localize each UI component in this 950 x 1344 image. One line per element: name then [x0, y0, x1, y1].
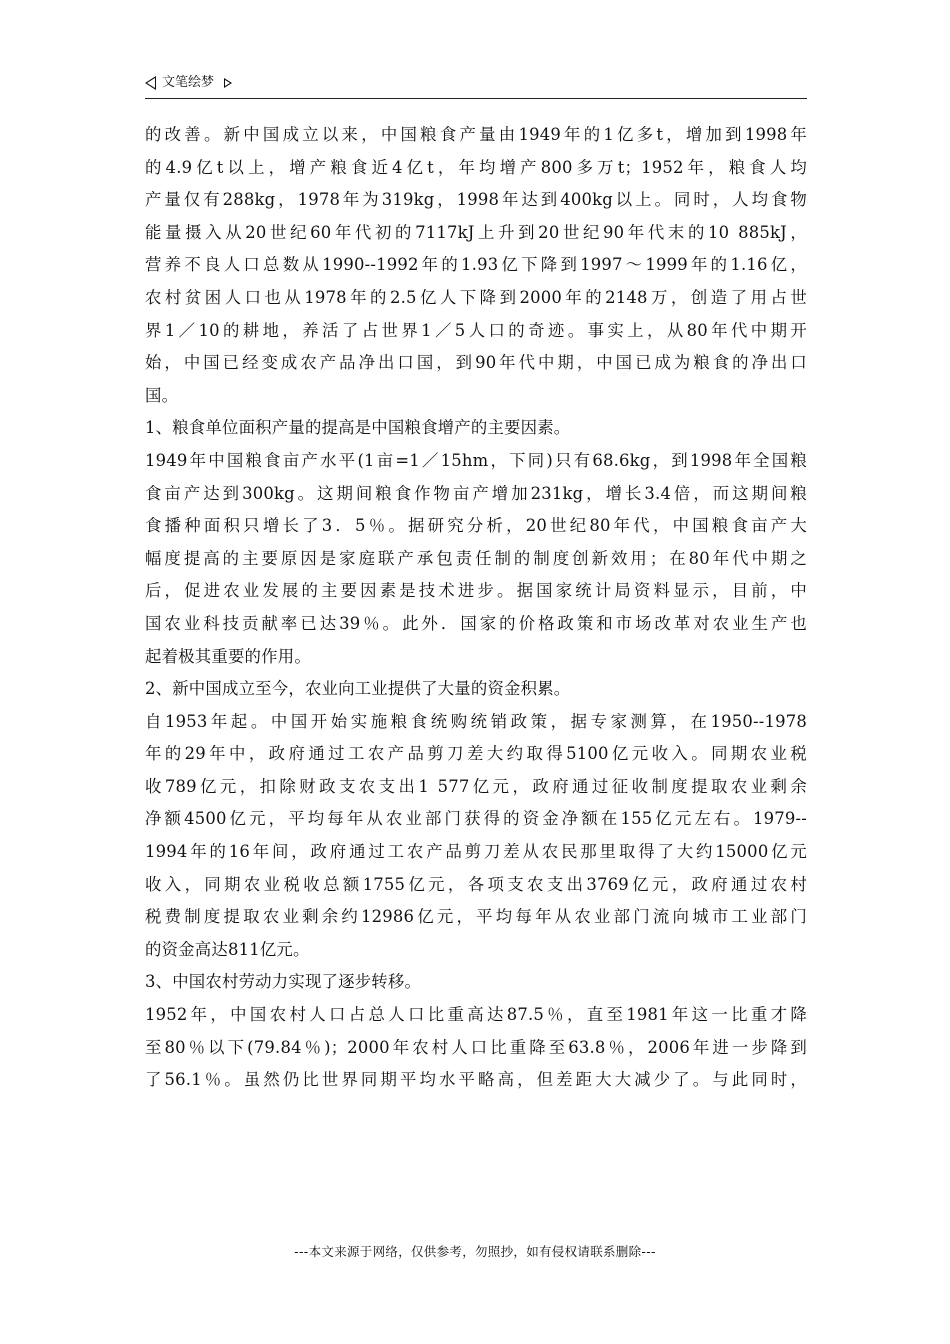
header-title: 文笔绘梦	[162, 75, 215, 90]
text-line: 税费制度提取农业剩余约12986亿元，平均每年从农业部门流向城市工业部门	[145, 907, 807, 927]
text-line: 1952年，中国农村人口占总人口比重高达87.5％，直至1981年这一比重才降	[145, 1005, 807, 1025]
text-line: 的4.9亿t以上，增产粮食近4亿t，年均增产800多万t；1952年，粮食人均	[145, 157, 807, 177]
text-line: 2、新中国成立至今，农业向工业提供了大量的资金积累。	[145, 679, 571, 699]
text-line: 1、粮食单位面积产量的提高是中国粮食增产的主要因素。	[145, 418, 571, 438]
header-inner	[145, 74, 807, 92]
text-line: 1949年中国粮食亩产水平(1亩=1／15hm，下同)只有68.6kg，到1998年全国粮	[145, 450, 807, 470]
right-triangle-icon	[224, 78, 232, 88]
text-line: 自1953年起。中国开始实施粮食统购统销政策，据专家测算，在1950--1978	[145, 711, 807, 731]
document-body	[145, 119, 807, 1097]
text-line: 净额4500亿元，平均每年从农业部门获得的资金净额在155亿元左右。1979--	[145, 809, 807, 829]
text-line: 了56.1％。虽然仍比世界同期平均水平略高，但差距大大减少了。与此同时，	[145, 1070, 807, 1090]
text-line: 起着极其重要的作用。	[145, 646, 311, 666]
text-line: 年的29年中，政府通过工农产品剪刀差大约取得5100亿元收入。同期农业税	[145, 744, 807, 764]
text-line: 食亩产达到300kg。这期间粮食作物亩产增加231kg，增长3.4倍，而这期间粮	[145, 483, 807, 503]
text-line: 的资金高达811亿元。	[145, 939, 310, 959]
text-line: 农村贫困人口也从1978年的2.5亿人下降到2000年的2148万，创造了用占世	[145, 287, 807, 307]
text-line: 国。	[145, 385, 179, 405]
text-line: 的改善。新中国成立以来，中国粮食产量由1949年的1亿多t，增加到1998年	[145, 125, 807, 144]
text-line: 收789亿元，扣除财政支农支出1 577亿元，政府通过征收制度提取农业剩余	[145, 776, 807, 796]
text-line: 1994年的16年间，政府通过工农产品剪刀差从农民那里取得了大约15000亿元	[145, 842, 807, 862]
text-line: 幅度提高的主要原因是家庭联产承包责任制的制度创新效用；在80年代中期之	[145, 548, 807, 568]
text-line: 产量仅有288kg，1978年为319kg，1998年达到400kg以上。同时，人均食物	[145, 190, 807, 210]
text-line: 食播种面积只增长了3．5％。据研究分析，20世纪80年代，中国粮食亩产大	[145, 516, 807, 536]
text-line: 至80％以下(79.84％)；2000年农村人口比重降至63.8％，2006年进一步降到	[145, 1037, 807, 1057]
text-line: 3、中国农村劳动力实现了逐步转移。	[145, 972, 422, 992]
text-line: 能量摄入从20世纪60年代初的7117kJ上升到20世纪90年代末的10 885kJ，	[145, 222, 807, 242]
text-line: 国农业科技贡献率已达39％。此外．国家的价格政策和市场改革对农业生产也	[145, 613, 807, 633]
text-line: 始，中国已经变成农产品净出口国，到90年代中期，中国已成为粮食的净出口	[145, 353, 807, 373]
text-line: 界1／10的耕地，养活了占世界1／5人口的奇迹。事实上，从80年代中期开	[145, 320, 807, 340]
footer-disclaimer: ---本文来源于网络，仅供参考，勿照抄，如有侵权请联系删除---	[294, 1244, 656, 1259]
left-triangle-icon	[145, 76, 156, 90]
text-line: 收入，同期农业税收总额1755亿元，各项支农支出3769亿元，政府通过农村	[145, 874, 807, 894]
text-line: 后，促进农业发展的主要因素是技术进步。据国家统计局资料显示，目前，中	[145, 581, 807, 601]
text-line: 营养不良人口总数从1990--1992年的1.93亿下降到1997～1999年的1.16亿，	[145, 255, 807, 275]
page-header	[145, 74, 807, 99]
